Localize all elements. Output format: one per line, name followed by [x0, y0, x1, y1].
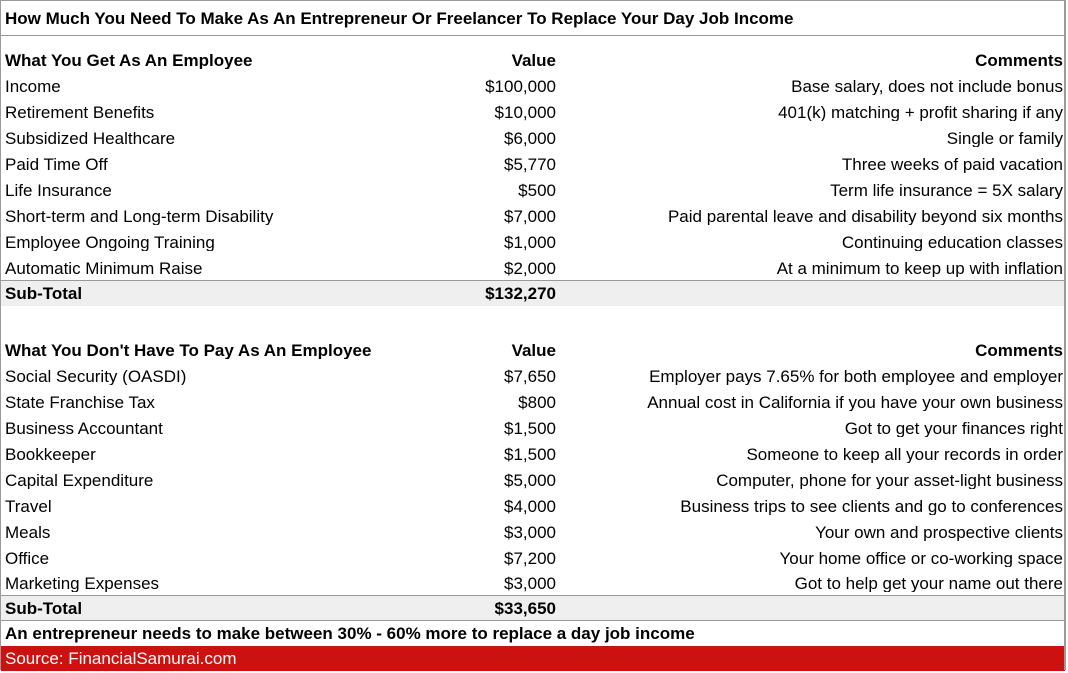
row-item: Marketing Expenses — [5, 575, 160, 592]
table-row — [1, 390, 1065, 415]
row-value: $100,000 — [485, 78, 556, 95]
table-row — [1, 494, 1065, 519]
subtotal-label: Sub-Total — [5, 285, 83, 302]
section2-header-comments: Comments — [975, 342, 1063, 359]
section1-header-value: Value — [511, 52, 556, 69]
row-comments: Employer pays 7.65% for both employee and employer — [649, 368, 1063, 385]
row-comments: Your home office or co-working space — [779, 550, 1063, 567]
conclusion-text: An entrepreneur needs to make between 30% - 60% more to replace a day job income — [5, 624, 695, 643]
table-row — [1, 152, 1065, 177]
section1-header-comments: Comments — [975, 52, 1063, 69]
row-value: $3,000 — [504, 575, 556, 592]
table-row — [1, 364, 1065, 389]
row-comments: Term life insurance = 5X salary — [830, 182, 1063, 199]
row-comments: Three weeks of paid vacation — [841, 156, 1063, 173]
row-value: $3,000 — [504, 524, 556, 541]
row-item: Bookkeeper — [5, 446, 96, 463]
row-value: $4,000 — [504, 498, 556, 515]
row-comments: Base salary, does not include bonus — [791, 78, 1063, 95]
row-comments: At a minimum to keep up with inflation — [776, 259, 1063, 277]
row-comments: Computer, phone for your asset-light business — [716, 472, 1063, 489]
row-value: $10,000 — [494, 104, 556, 121]
row-value: $1,500 — [504, 420, 556, 437]
row-item: Automatic Minimum Raise — [5, 259, 203, 277]
row-item: Business Accountant — [5, 420, 163, 437]
table-row — [1, 204, 1065, 229]
table-row — [1, 178, 1065, 203]
table-title: How Much You Need To Make As An Entrepreneur Or Freelancer To Replace Your Day Job Income — [1, 1, 1065, 36]
subtotal-value: $132,270 — [485, 285, 556, 302]
row-value: $7,650 — [504, 368, 556, 385]
table-row — [1, 230, 1065, 255]
row-comments: Paid parental leave and disability beyond six months — [667, 208, 1063, 225]
row-comments: Continuing education classes — [841, 234, 1063, 251]
table-row — [1, 572, 1065, 596]
table-row — [1, 416, 1065, 441]
row-item: Meals — [5, 524, 51, 541]
section1-subtotal-row — [1, 281, 1065, 306]
row-item: Travel — [5, 498, 52, 515]
section2-subtotal-row — [1, 596, 1065, 621]
row-item: State Franchise Tax — [5, 394, 155, 411]
section2-header-row — [1, 338, 1065, 363]
section1-header-row — [1, 48, 1065, 73]
table-row — [1, 126, 1065, 151]
row-value: $800 — [518, 394, 556, 411]
row-value: $5,000 — [504, 472, 556, 489]
row-item: Social Security (OASDI) — [5, 368, 187, 385]
row-comments: Got to get your finances right — [844, 420, 1063, 437]
row-item: Capital Expenditure — [5, 472, 154, 489]
row-value: $500 — [518, 182, 556, 199]
row-item: Retirement Benefits — [5, 104, 155, 121]
row-item: Life Insurance — [5, 182, 112, 199]
row-comments: Got to help get your name out there — [794, 575, 1063, 592]
row-item: Subsidized Healthcare — [5, 130, 176, 147]
section1-header-item: What You Get As An Employee — [5, 52, 253, 69]
table-row — [1, 74, 1065, 99]
table-right-border — [1064, 1, 1065, 670]
table-row — [1, 256, 1065, 281]
row-item: Paid Time Off — [5, 156, 108, 173]
table-row — [1, 546, 1065, 571]
row-comments: Your own and prospective clients — [815, 524, 1063, 541]
row-item: Office — [5, 550, 50, 567]
row-item: Short-term and Long-term Disability — [5, 208, 274, 225]
row-value: $7,200 — [504, 550, 556, 567]
row-comments: Single or family — [946, 130, 1063, 147]
section2-header-value: Value — [511, 342, 556, 359]
row-item: Income — [5, 78, 61, 95]
row-value: $1,500 — [504, 446, 556, 463]
row-value: $5,770 — [504, 156, 556, 173]
row-value: $1,000 — [504, 234, 556, 251]
row-comments: Someone to keep all your records in order — [746, 446, 1063, 463]
table-row — [1, 100, 1065, 125]
row-item: Employee Ongoing Training — [5, 234, 215, 251]
table-row — [1, 520, 1065, 545]
section2-header-item: What You Don't Have To Pay As An Employee — [5, 342, 372, 359]
source-link[interactable]: Source: FinancialSamurai.com — [1, 646, 1065, 671]
row-comments: 401(k) matching + profit sharing if any — [778, 104, 1063, 121]
subtotal-value: $33,650 — [494, 599, 556, 617]
row-value: $2,000 — [504, 259, 556, 277]
row-value: $6,000 — [504, 130, 556, 147]
row-comments: Annual cost in California if you have your own business — [647, 394, 1063, 411]
subtotal-label: Sub-Total — [5, 599, 83, 617]
row-comments: Business trips to see clients and go to conferences — [680, 498, 1063, 515]
table-row — [1, 442, 1065, 467]
table-row — [1, 468, 1065, 493]
row-value: $7,000 — [504, 208, 556, 225]
